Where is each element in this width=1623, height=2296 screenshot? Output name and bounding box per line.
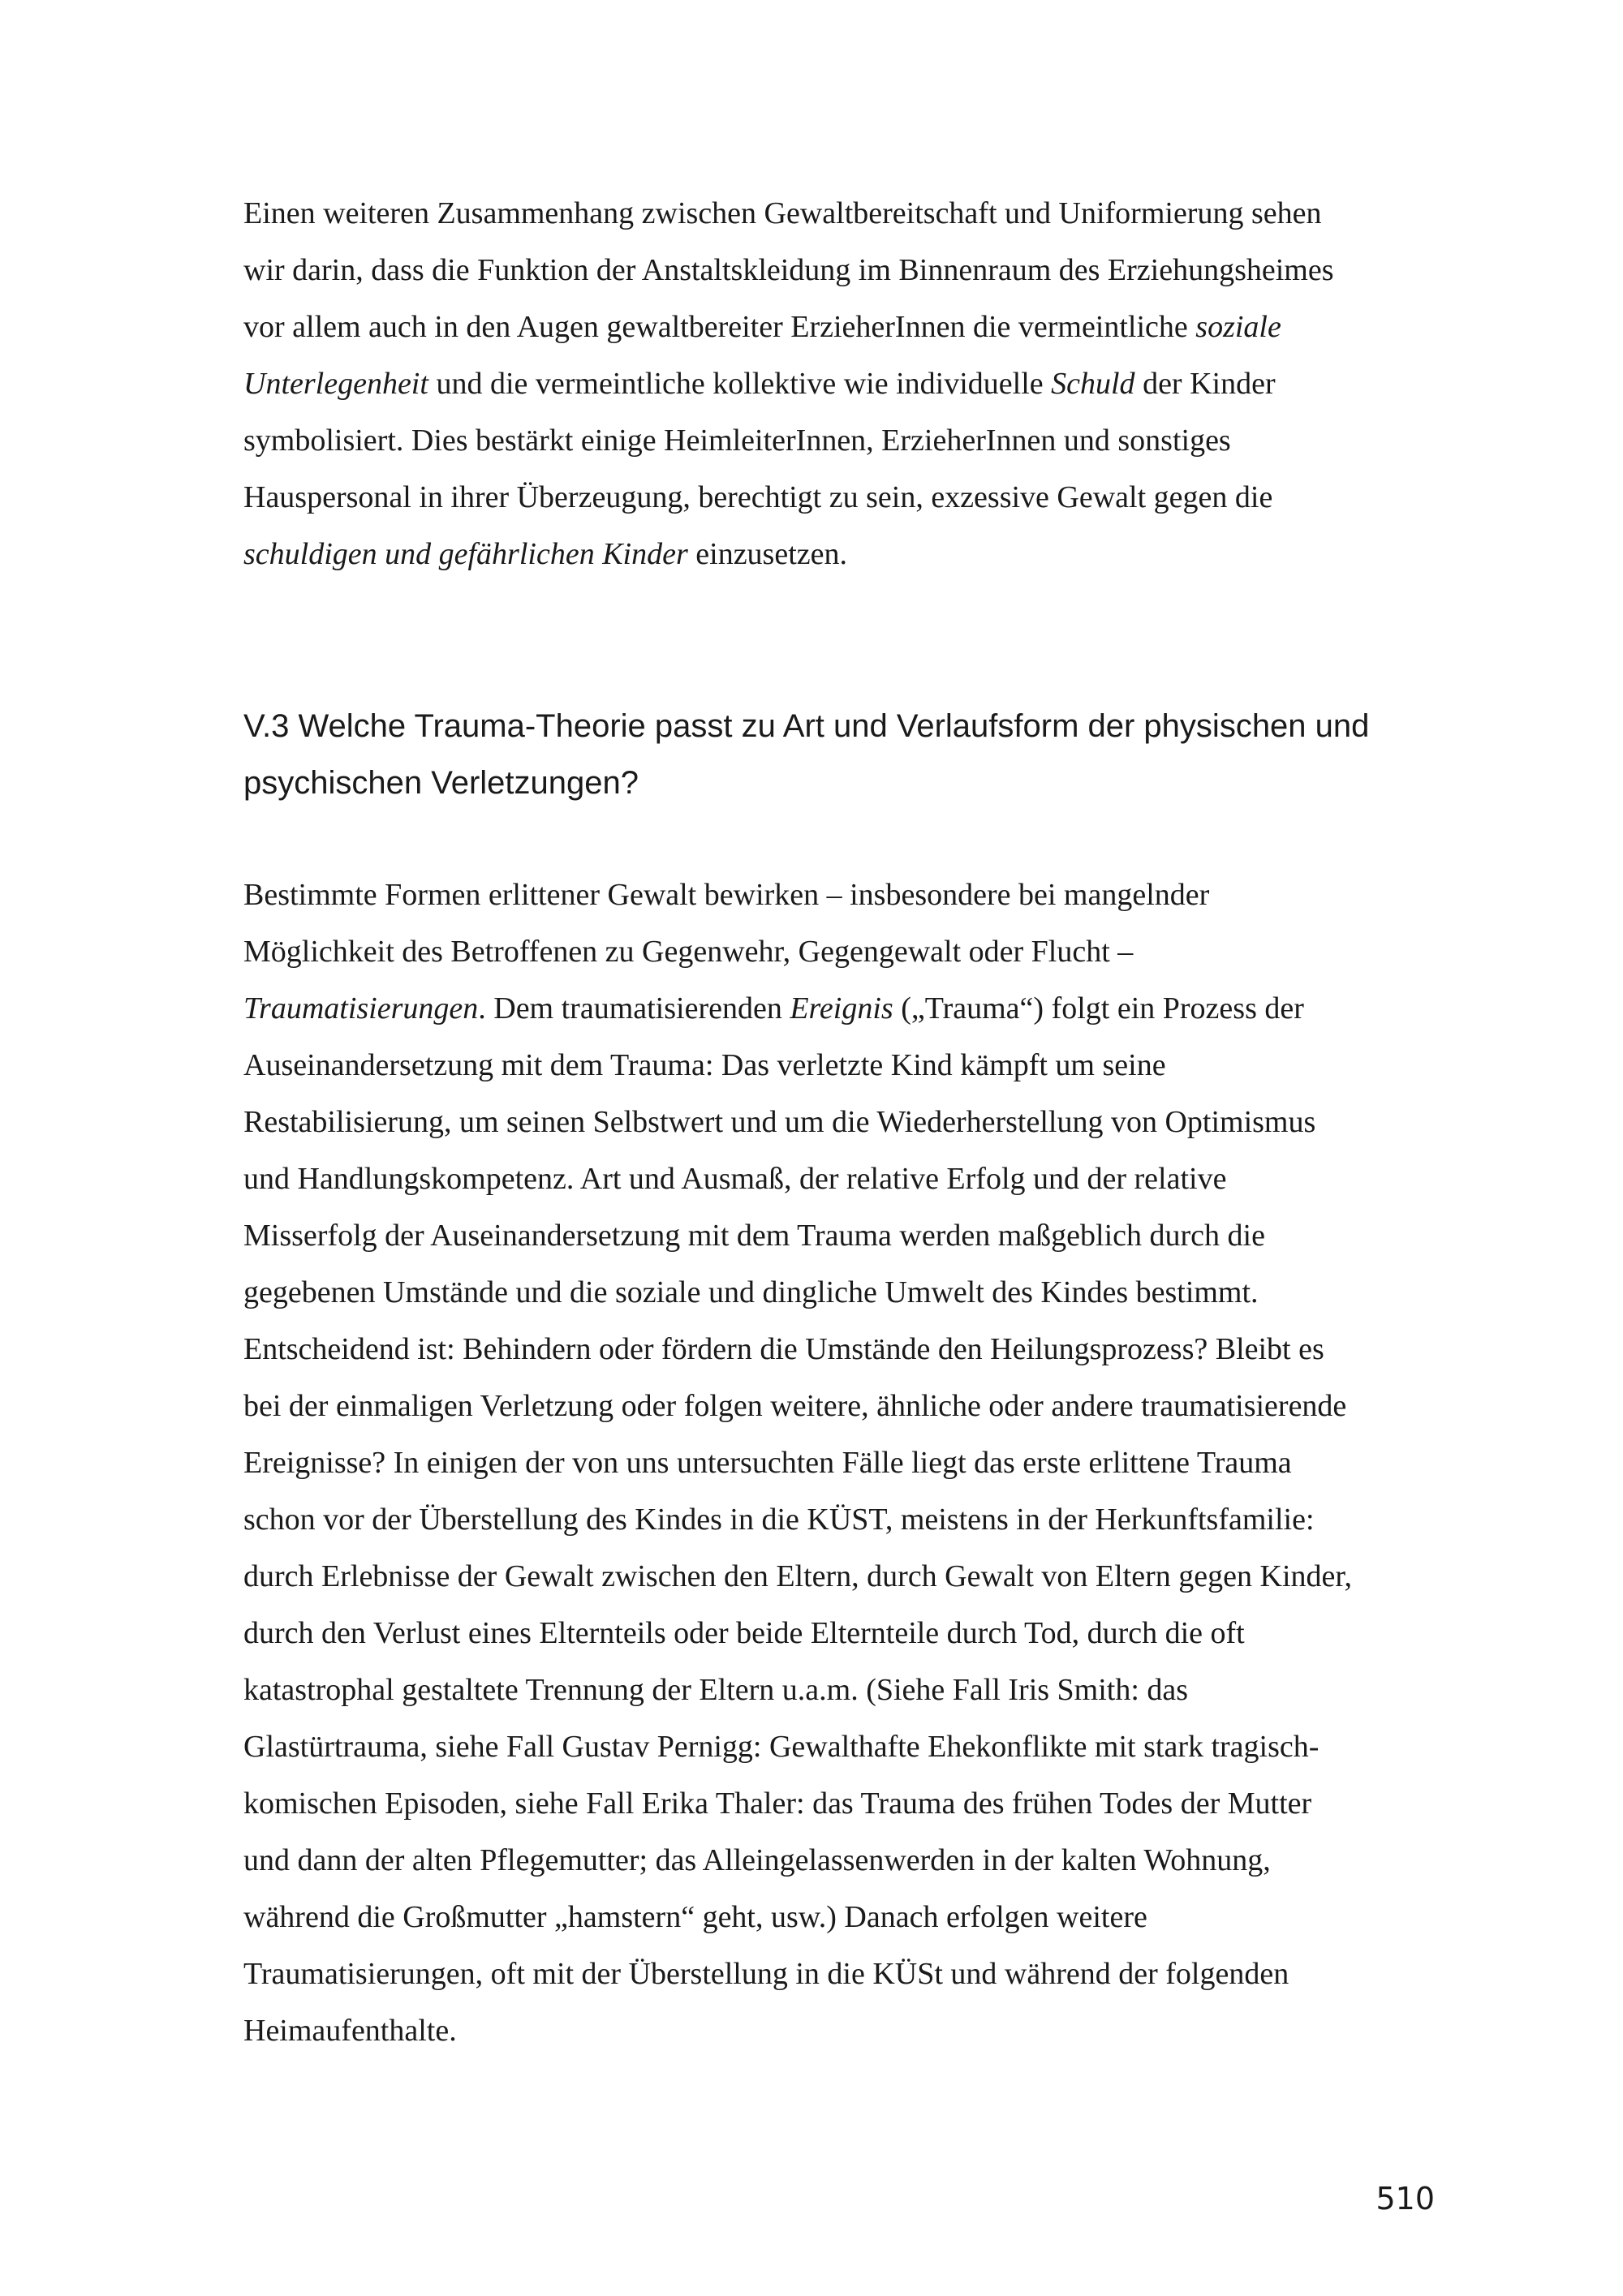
text-line: Traumatisierungen, oft mit der Überstellung in die KÜSt und während der folgenden xyxy=(243,1957,1289,1991)
emphasis: schuldigen und gefährlichen Kinder xyxy=(243,537,688,571)
text-line: Einen weiteren Zusammenhang zwischen Gewaltbereitschaft und Uniformierung sehen xyxy=(243,196,1322,230)
heading-line: V.3 Welche Trauma-Theorie passt zu Art und Verlaufsform der physischen und xyxy=(243,708,1370,744)
text-line: und Handlungskompetenz. Art und Ausmaß, der relative Erfolg und der relative xyxy=(243,1162,1227,1196)
text-line: Glastürtrauma, siehe Fall Gustav Pernigg: Gewalthafte Ehekonflikte mit stark tragisch- xyxy=(243,1730,1319,1764)
page-number: 510 xyxy=(1375,2181,1435,2216)
heading-line: psychischen Verletzungen? xyxy=(243,765,639,801)
text-line: schuldigen und gefährlichen Kinder einzusetzen. xyxy=(243,537,847,571)
paragraph-trauma xyxy=(243,866,1444,2059)
text-line: Auseinandersetzung mit dem Trauma: Das verletzte Kind kämpft um seine xyxy=(243,1048,1166,1082)
text-line: katastrophal gestaltete Trennung der Eltern u.a.m. (Siehe Fall Iris Smith: das xyxy=(243,1673,1189,1707)
text-line: Entscheidend ist: Behindern oder fördern die Umstände den Heilungsprozess? Bleibt es xyxy=(243,1332,1324,1366)
emphasis: Ereignis xyxy=(790,991,893,1025)
emphasis: Traumatisierungen xyxy=(243,991,479,1025)
text-line: durch den Verlust eines Elternteils oder beide Elternteile durch Tod, durch die oft xyxy=(243,1616,1245,1650)
text-line: Möglichkeit des Betroffenen zu Gegenwehr, Gegengewalt oder Flucht – xyxy=(243,935,1134,969)
text-line: Bestimmte Formen erlittener Gewalt bewirken – insbesondere bei mangelnder xyxy=(243,878,1210,912)
text-line: Ereignisse? In einigen der von uns untersuchten Fälle liegt das erste erlittene Trauma xyxy=(243,1446,1292,1480)
text-line: komischen Episoden, siehe Fall Erika Thaler: das Trauma des frühen Todes der Mutter xyxy=(243,1786,1312,1821)
text-line: und dann der alten Pflegemutter; das Alleingelassenwerden in der kalten Wohnung, xyxy=(243,1843,1271,1877)
text-line: Hauspersonal in ihrer Überzeugung, berechtigt zu sein, exzessive Gewalt gegen die xyxy=(243,480,1273,514)
text-line: Heimaufenthalte. xyxy=(243,2014,457,2048)
text-line: bei der einmaligen Verletzung oder folgen weitere, ähnliche oder andere traumatisierende xyxy=(243,1389,1347,1423)
emphasis: soziale xyxy=(1195,310,1281,344)
paragraph-uniformierung xyxy=(243,185,1444,583)
text-line: schon vor der Überstellung des Kindes in die KÜST, meistens in der Herkunftsfamilie: xyxy=(243,1503,1315,1537)
text-line: Restabilisierung, um seinen Selbstwert und um die Wiederherstellung von Optimismus xyxy=(243,1105,1316,1139)
text-line: während die Großmutter „hamstern“ geht, usw.) Danach erfolgen weitere xyxy=(243,1900,1147,1934)
emphasis: Unterlegenheit xyxy=(243,367,428,401)
text-line: wir darin, dass die Funktion der Anstaltskleidung im Binnenraum des Erziehungsheimes xyxy=(243,253,1334,287)
text-line: vor allem auch in den Augen gewaltbereiter ErzieherInnen die vermeintliche soziale xyxy=(243,310,1281,344)
section-heading xyxy=(243,698,1444,811)
text-line: gegebenen Umstände und die soziale und dingliche Umwelt des Kindes bestimmt. xyxy=(243,1275,1259,1309)
text-line: durch Erlebnisse der Gewalt zwischen den Eltern, durch Gewalt von Eltern gegen Kinder, xyxy=(243,1559,1352,1593)
text-line: Unterlegenheit und die vermeintliche kollektive wie individuelle Schuld der Kinder xyxy=(243,367,1276,401)
text-line: Traumatisierungen. Dem traumatisierenden Ereignis („Trauma“) folgt ein Prozess der xyxy=(243,991,1304,1025)
text-line: Misserfolg der Auseinandersetzung mit dem Trauma werden maßgeblich durch die xyxy=(243,1219,1265,1253)
emphasis: Schuld xyxy=(1051,367,1135,401)
text-line: symbolisiert. Dies bestärkt einige HeimleiterInnen, ErzieherInnen und sonstiges xyxy=(243,424,1231,458)
